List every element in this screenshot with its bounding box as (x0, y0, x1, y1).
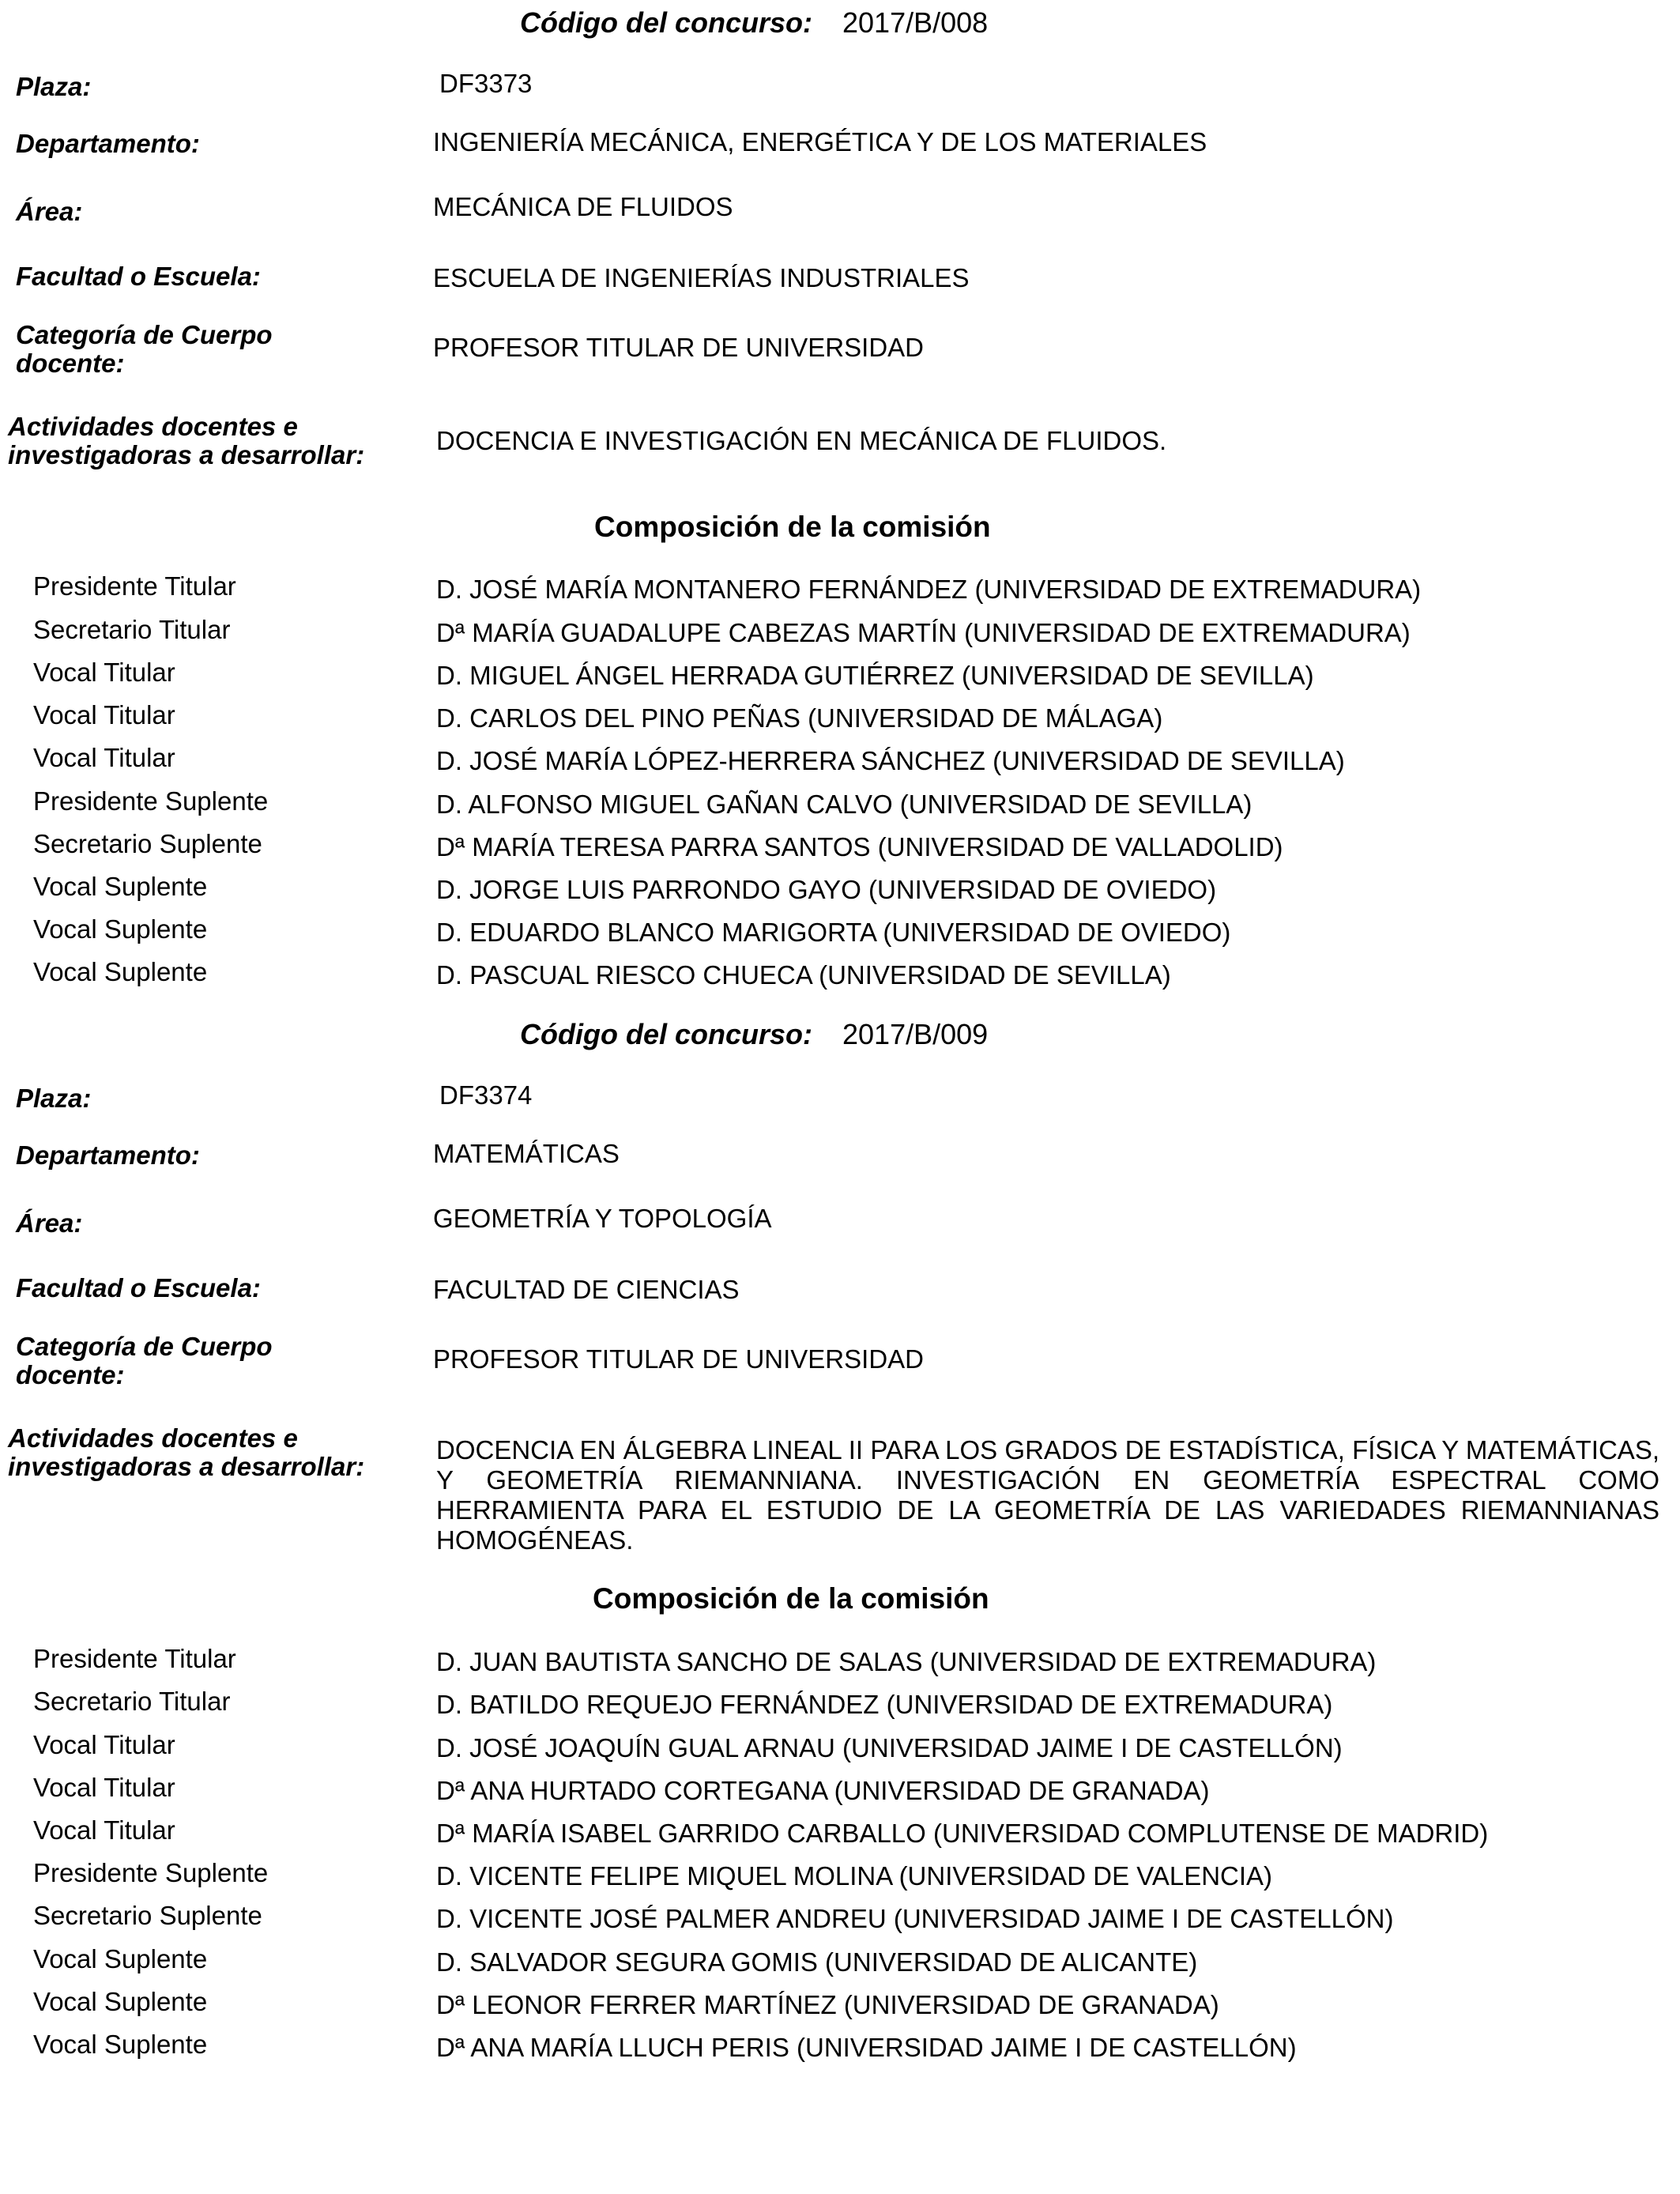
plaza-label: Plaza: (16, 72, 92, 101)
area-value: GEOMETRÍA Y TOPOLOGÍA (433, 1204, 772, 1233)
facultad-label: Facultad o Escuela: (16, 1273, 261, 1302)
actividades-label (8, 1424, 364, 1481)
comision-role: Vocal Suplente (33, 872, 208, 901)
concurso-code-label: Código del concurso: (520, 6, 813, 39)
comision-member: D. VICENTE FELIPE MIQUEL MOLINA (UNIVERSIDAD DE VALENCIA) (436, 1861, 1273, 1891)
facultad-label: Facultad o Escuela: (16, 262, 261, 291)
concurso-code-value: 2017/B/009 (842, 1018, 989, 1050)
comision-member: D. VICENTE JOSÉ PALMER ANDREU (UNIVERSIDAD JAIME I DE CASTELLÓN) (436, 1904, 1394, 1933)
plaza-label: Plaza: (16, 1084, 92, 1113)
comision-member: Dª ANA HURTADO CORTEGANA (UNIVERSIDAD DE GRANADA) (436, 1776, 1210, 1805)
comision-member: D. JOSÉ JOAQUÍN GUAL ARNAU (UNIVERSIDAD JAIME I DE CASTELLÓN) (436, 1733, 1343, 1762)
comision-role: Vocal Titular (33, 658, 175, 687)
comision-member: D. BATILDO REQUEJO FERNÁNDEZ (UNIVERSIDAD DE EXTREMADURA) (436, 1690, 1333, 1719)
departamento-label: Departamento: (16, 129, 200, 158)
comision-member: Dª LEONOR FERRER MARTÍNEZ (UNIVERSIDAD DE GRANADA) (436, 1990, 1219, 2019)
actividades-label-line1: Actividades docentes e (8, 1423, 298, 1453)
comision-member: D. JOSÉ MARÍA MONTANERO FERNÁNDEZ (UNIVERSIDAD DE EXTREMADURA) (436, 575, 1422, 604)
categoria-label-line1: Categoría de Cuerpo (16, 320, 273, 349)
actividades-label-line1: Actividades docentes e (8, 412, 298, 441)
categoria-value: PROFESOR TITULAR DE UNIVERSIDAD (433, 1344, 924, 1374)
comision-role: Presidente Suplente (33, 786, 269, 816)
departamento-label: Departamento: (16, 1140, 200, 1170)
comision-role: Presidente Titular (33, 571, 236, 601)
comision-heading: Composición de la comisión (594, 511, 991, 543)
categoria-label (16, 1333, 273, 1389)
comision-role: Secretario Suplente (33, 829, 262, 858)
comision-role: Presidente Titular (33, 1644, 236, 1673)
departamento-value: INGENIERÍA MECÁNICA, ENERGÉTICA Y DE LOS MATERIALES (433, 127, 1207, 156)
actividades-label (8, 413, 364, 469)
comision-role: Vocal Suplente (33, 1944, 208, 1973)
categoria-value: PROFESOR TITULAR DE UNIVERSIDAD (433, 333, 924, 362)
comision-member: Dª ANA MARÍA LLUCH PERIS (UNIVERSIDAD JAIME I DE CASTELLÓN) (436, 2033, 1297, 2062)
comision-member: D. ALFONSO MIGUEL GAÑAN CALVO (UNIVERSIDAD DE SEVILLA) (436, 790, 1252, 819)
comision-member: D. CARLOS DEL PINO PEÑAS (UNIVERSIDAD DE MÁLAGA) (436, 703, 1163, 733)
comision-member: D. PASCUAL RIESCO CHUECA (UNIVERSIDAD DE SEVILLA) (436, 960, 1171, 990)
comision-member: D. JUAN BAUTISTA SANCHO DE SALAS (UNIVERSIDAD DE EXTREMADURA) (436, 1647, 1377, 1676)
comision-member: Dª MARÍA ISABEL GARRIDO CARBALLO (UNIVERSIDAD COMPLUTENSE DE MADRID) (436, 1819, 1489, 1848)
comision-heading: Composición de la comisión (593, 1582, 989, 1615)
comision-role: Secretario Titular (33, 1687, 231, 1716)
concurso-code-line (520, 1018, 988, 1051)
comision-member: Dª MARÍA GUADALUPE CABEZAS MARTÍN (UNIVERSIDAD DE EXTREMADURA) (436, 618, 1411, 647)
comision-role: Vocal Suplente (33, 957, 208, 986)
comision-role: Vocal Suplente (33, 914, 208, 944)
facultad-value: FACULTAD DE CIENCIAS (433, 1275, 740, 1304)
plaza-value: DF3374 (439, 1080, 533, 1110)
comision-member: D. JORGE LUIS PARRONDO GAYO (UNIVERSIDAD DE OVIEDO) (436, 875, 1217, 904)
actividades-label-line2: investigadoras a desarrollar: (8, 440, 365, 469)
comision-role: Secretario Titular (33, 615, 231, 644)
comision-member: D. EDUARDO BLANCO MARIGORTA (UNIVERSIDAD DE OVIEDO) (436, 918, 1231, 947)
area-value: MECÁNICA DE FLUIDOS (433, 192, 733, 221)
comision-role: Vocal Titular (33, 1815, 175, 1845)
comision-role: Presidente Suplente (33, 1858, 269, 1887)
area-label: Área: (16, 197, 83, 226)
comision-member: D. JOSÉ MARÍA LÓPEZ-HERRERA SÁNCHEZ (UNIVERSIDAD DE SEVILLA) (436, 746, 1345, 775)
concurso-code-value: 2017/B/008 (842, 6, 989, 39)
comision-role: Vocal Titular (33, 1730, 175, 1759)
categoria-label (16, 321, 273, 378)
categoria-label-line2: docente: (16, 1360, 125, 1389)
concurso-code-line (520, 6, 988, 40)
comision-role: Vocal Titular (33, 700, 175, 729)
actividades-value: DOCENCIA E INVESTIGACIÓN EN MECÁNICA DE FLUIDOS. (436, 426, 1167, 455)
area-label: Área: (16, 1208, 83, 1238)
comision-role: Vocal Suplente (33, 2030, 208, 2059)
concurso-code-label: Código del concurso: (520, 1018, 813, 1050)
comision-role: Vocal Titular (33, 1773, 175, 1802)
departamento-value: MATEMÁTICAS (433, 1139, 620, 1168)
categoria-label-line1: Categoría de Cuerpo (16, 1332, 273, 1361)
facultad-value: ESCUELA DE INGENIERÍAS INDUSTRIALES (433, 263, 970, 292)
comision-role: Secretario Suplente (33, 1901, 262, 1930)
actividades-value: DOCENCIA EN ÁLGEBRA LINEAL II PARA LOS GRADOS DE ESTADÍSTICA, FÍSICA Y MATEMÁTICAS, Y GEOMETRÍA RIEMANNIANA. INVESTIGACIÓN EN GEOMETRÍA ESPECTRAL COMO HERRAMIENTA PARA EL ESTUDIO DE LA GEOMETRÍA DE LAS VARIEDADES RIEMANNIANAS HOMOGÉNEAS. (436, 1435, 1659, 1555)
comision-member: D. MIGUEL ÁNGEL HERRADA GUTIÉRREZ (UNIVERSIDAD DE SEVILLA) (436, 661, 1314, 690)
comision-role: Vocal Titular (33, 743, 175, 772)
categoria-label-line2: docente: (16, 349, 125, 378)
comision-member: D. SALVADOR SEGURA GOMIS (UNIVERSIDAD DE ALICANTE) (436, 1947, 1198, 1977)
actividades-label-line2: investigadoras a desarrollar: (8, 1452, 365, 1481)
comision-role: Vocal Suplente (33, 1987, 208, 2016)
plaza-value: DF3373 (439, 69, 533, 98)
comision-member: Dª MARÍA TERESA PARRA SANTOS (UNIVERSIDAD DE VALLADOLID) (436, 832, 1283, 861)
